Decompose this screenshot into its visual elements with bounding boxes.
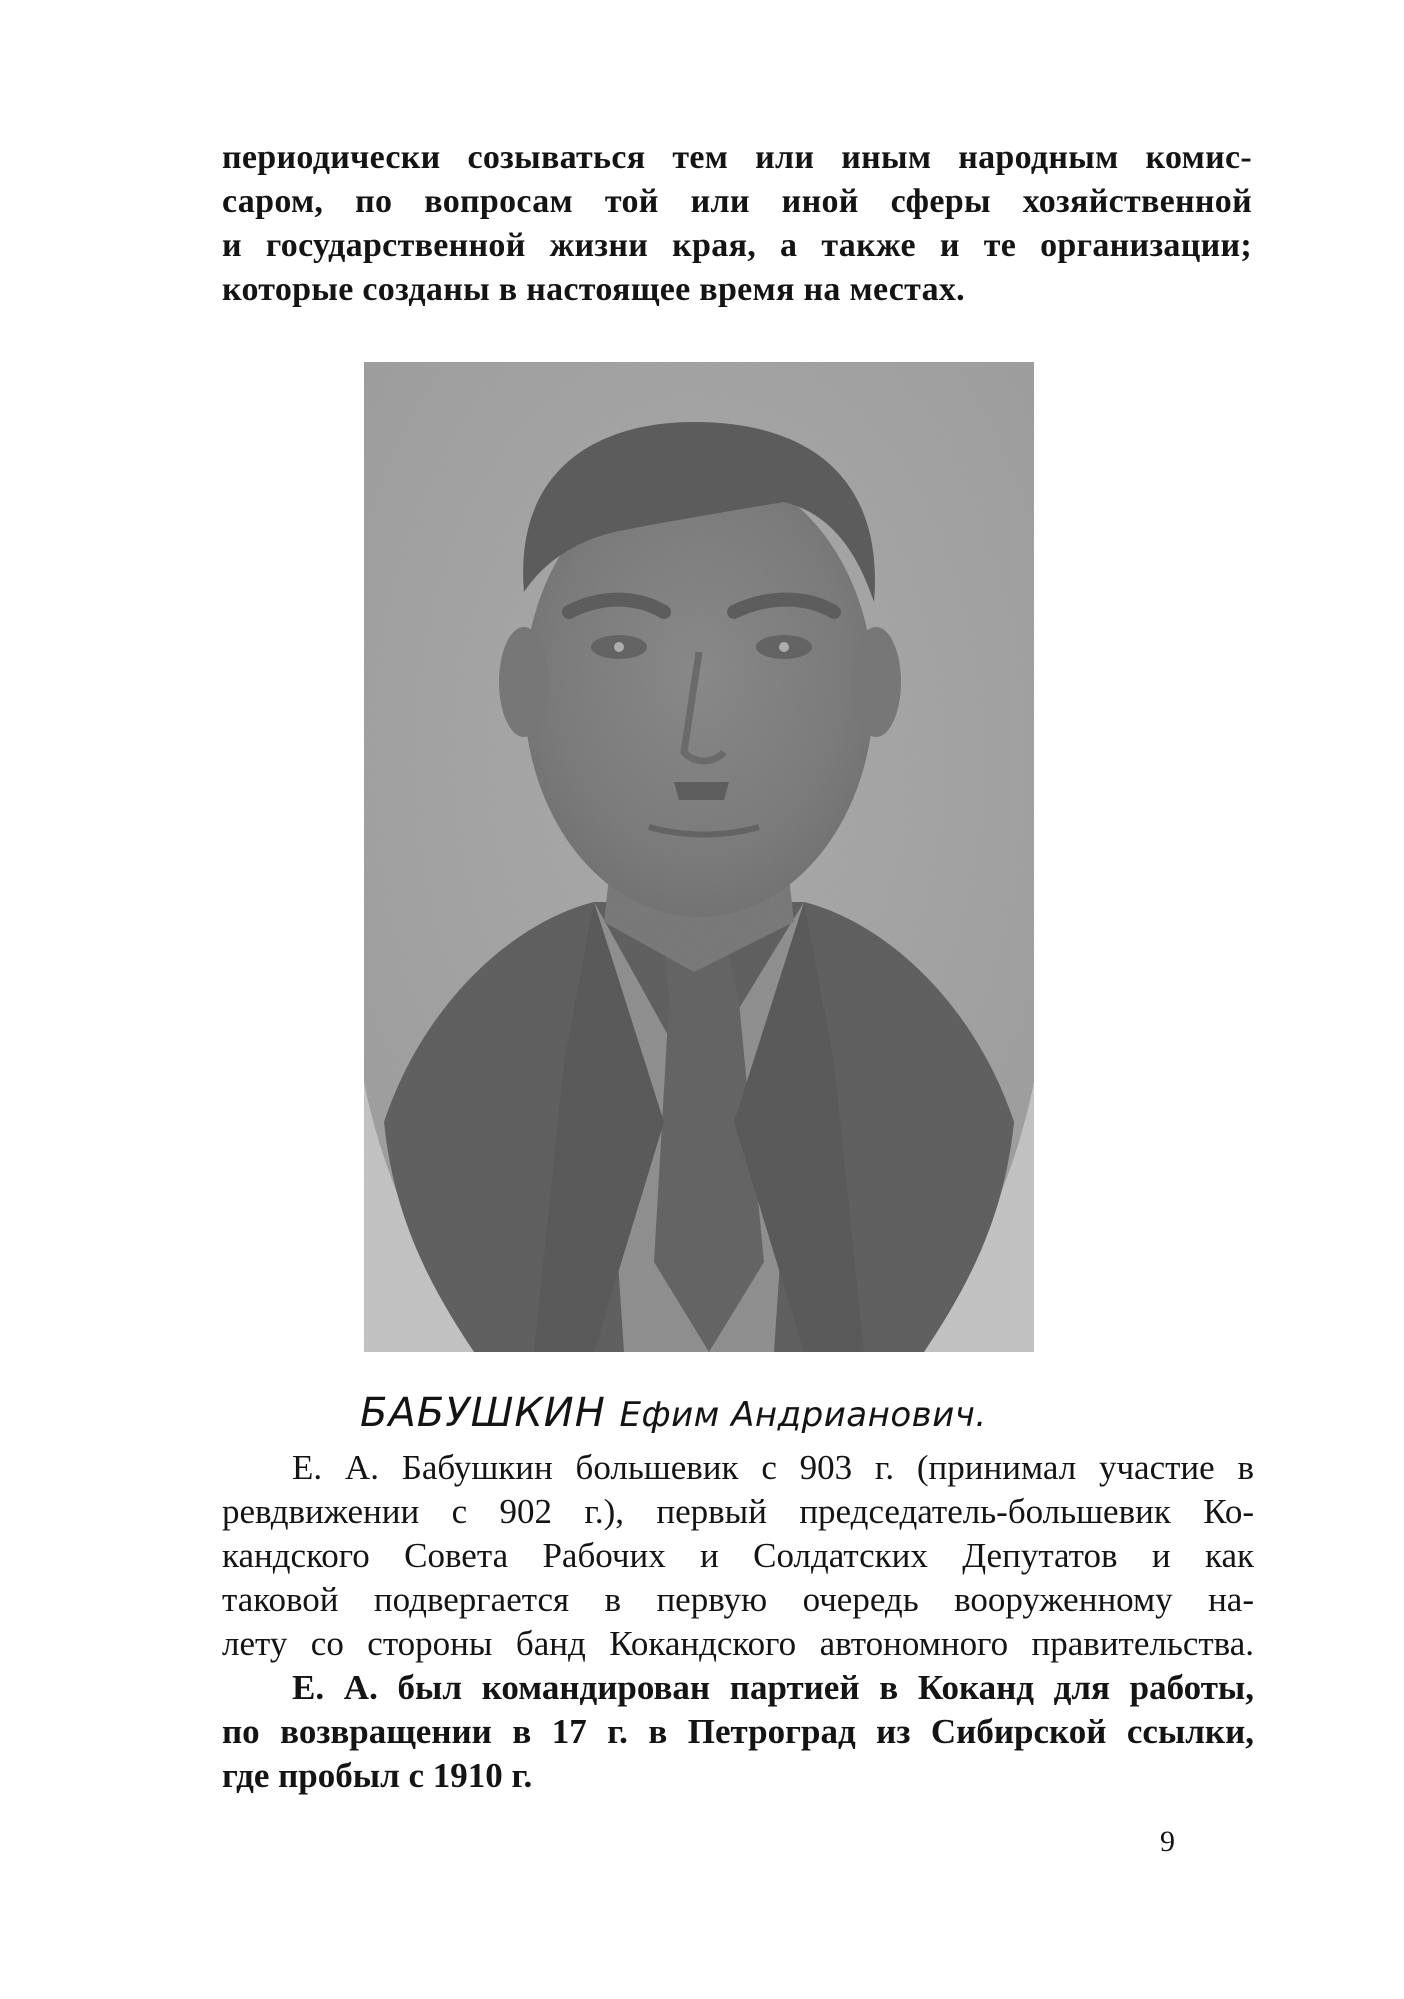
- text-line: ревдвижении с 902 г.), первый председатель-большевик Ко-: [222, 1492, 1254, 1531]
- text-line: таковой подвергается в первую очередь вооруженному на-: [222, 1580, 1254, 1619]
- text-line: по возвращении в 17 г. в Петроград из Сибирской ссылки,: [222, 1712, 1254, 1751]
- text-line: и государственной жизни края, а также и те организации;: [222, 227, 1252, 264]
- biography-text: [222, 1446, 1254, 1798]
- text-line: которые созданы в настоящее время на местах.: [222, 271, 965, 308]
- text-line: Е. А. был командирован партией в Коканд для работы,: [292, 1668, 1254, 1707]
- text-line: лету со стороны банд Кокандского автономного правительства.: [222, 1624, 1254, 1663]
- portrait-photo: [364, 362, 1034, 1352]
- page-number: 9: [1160, 1825, 1175, 1858]
- text-line: саром, по вопросам той или иной сферы хозяйственной: [222, 183, 1252, 220]
- text-line: кандского Совета Рабочих и Солдатских Депутатов и как: [222, 1536, 1254, 1575]
- top-paragraph: [222, 136, 1252, 312]
- caption-surname: БАБУШКИН: [360, 1390, 606, 1436]
- caption-given-names: Ефим Андрианович.: [619, 1395, 987, 1435]
- text-line: периодически созываться тем или иным народным комис-: [222, 139, 1252, 176]
- text-line: Е. А. Бабушкин большевик с 903 г. (принимал участие в: [292, 1448, 1254, 1487]
- portrait-photo-drawing: [364, 362, 1034, 1352]
- portrait-caption: [360, 1388, 1080, 1440]
- text-line: где пробыл с 1910 г.: [222, 1756, 533, 1795]
